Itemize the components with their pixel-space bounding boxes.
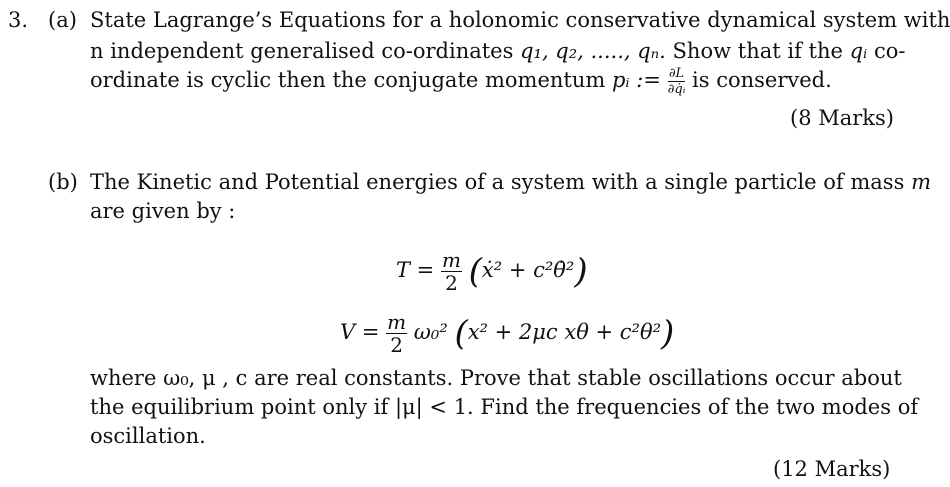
eq-v-omega: ω₀² [413, 320, 448, 344]
part-b-where-line-3: oscillation. [90, 424, 206, 448]
eq-v-frac-den: 2 [390, 333, 403, 357]
pi-definition: pᵢ := [611, 68, 661, 92]
eq-v-close-paren: ) [661, 313, 675, 354]
eq-t-body: ẋ² + c²θ̇² [481, 258, 575, 282]
question-number: 3. [8, 8, 29, 32]
part-b-line-1 [90, 168, 931, 196]
eq-t-fraction [441, 250, 462, 293]
part-b-line-2: are given by : [90, 199, 236, 223]
part-a-line-1: State Lagrange’s Equations for a holonomic conservative dynamical system with [90, 8, 950, 32]
eq-v-frac-num: m [387, 310, 407, 334]
part-a-label: (a) [48, 8, 77, 32]
fraction-denominator: ∂q̇ᵢ [667, 82, 686, 97]
part-a-line-2-prefix: n independent generalised co-ordinates [90, 39, 514, 63]
mass-symbol: m [911, 170, 931, 194]
coords-list: q₁, q₂, ....., qₙ. [520, 39, 666, 63]
part-b-line-1-text: The Kinetic and Potential energies of a system with a single particle of mass [90, 170, 905, 194]
part-a-line-2-suffix: Show that if the [672, 39, 843, 63]
qi-symbol: qᵢ [849, 39, 868, 63]
part-b-label: (b) [48, 170, 78, 194]
part-b-where-line-2: the equilibrium point only if |μ| < 1. Find the frequencies of the two modes of [90, 395, 919, 419]
part-b-where-line-1: where ω₀, μ , c are real constants. Prove that stable oscillations occur about [90, 366, 902, 390]
part-a-line-3-prefix: ordinate is cyclic then the conjugate momentum [90, 68, 606, 92]
eq-t-lhs: T = [396, 258, 435, 282]
eq-t-frac-den: 2 [445, 271, 458, 295]
eq-t-open-paren: ( [468, 251, 482, 292]
eq-v-body: x² + 2μc xθ + c²θ² [467, 320, 662, 344]
part-a-line-2-end: co- [873, 39, 906, 63]
eq-v-fraction [386, 312, 407, 355]
equation-kinetic-energy [396, 250, 588, 293]
eq-t-close-paren: ) [574, 251, 588, 292]
part-b-marks: (12 Marks) [773, 457, 891, 481]
part-a-line-3-suffix: is conserved. [692, 68, 832, 92]
eq-t-frac-num: m [441, 248, 461, 272]
part-a-line-3 [90, 66, 832, 96]
eq-v-lhs: V = [340, 320, 380, 344]
equation-potential-energy [340, 312, 674, 355]
fraction-numerator: ∂L [668, 66, 685, 81]
part-a-marks: (8 Marks) [790, 106, 894, 130]
part-a-line-2 [90, 37, 905, 65]
eq-v-open-paren: ( [454, 313, 468, 354]
dl-dqdot-fraction [668, 67, 686, 96]
